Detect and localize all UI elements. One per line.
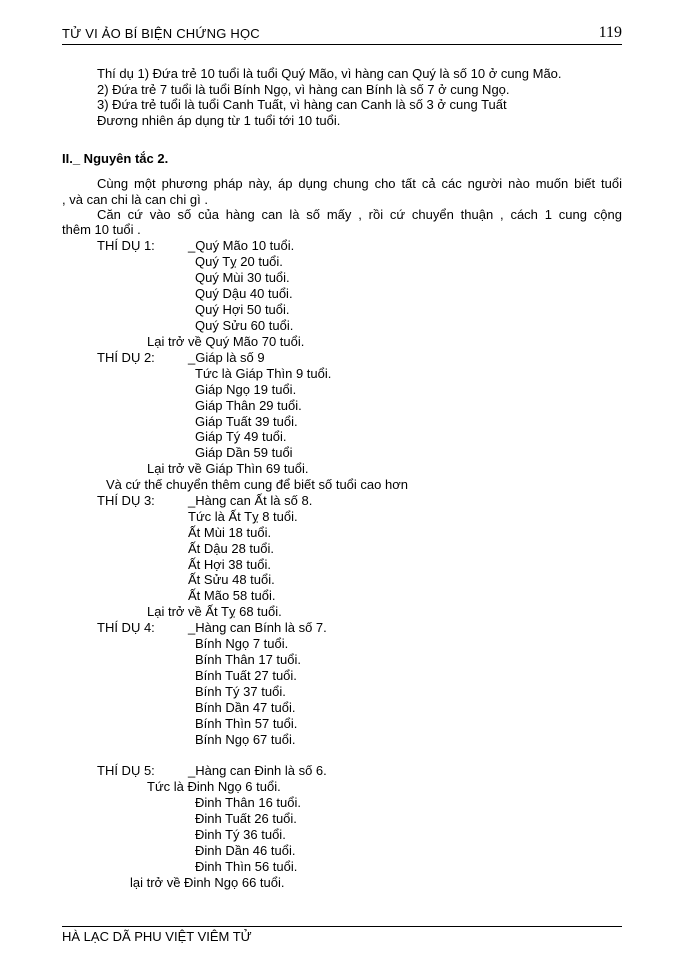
example-2-line: Giáp Dần 59 tuổi: [195, 445, 293, 460]
intro-line-1: Thí dụ 1) Đứa trẻ 10 tuổi là tuổi Quý Mão, vì hàng can Quý là số 10 ở cung Mão.: [97, 66, 562, 81]
example-2-back: Lại trở về Giáp Thìn 69 tuổi.: [147, 461, 309, 476]
example-5-line: Đinh Tuất 26 tuổi.: [195, 811, 297, 826]
para2-line1: Căn cứ vào số của hàng can là số mấy , rồi cứ chuyển thuận , cách 1 cung cộng: [97, 207, 622, 222]
example-5-line: Đinh Dần 46 tuổi.: [195, 843, 296, 858]
example-3-back: Lại trở về Ất Tỵ 68 tuổi.: [147, 604, 282, 619]
example-2-first: _Giáp là số 9: [188, 350, 265, 365]
example-3-line: Ất Dậu 28 tuổi.: [188, 541, 274, 556]
para1-line2: , và can chi là can chi gì .: [62, 192, 208, 207]
section-heading: II._ Nguyên tắc 2.: [62, 151, 169, 166]
example-1-line: Quý Mùi 30 tuổi.: [195, 270, 290, 285]
example-4-line: Bính Dần 47 tuổi.: [195, 700, 296, 715]
example-4-first: _Hàng can Bính là số 7.: [188, 620, 327, 635]
example-3-first: _Hàng can Ất là số 8.: [188, 493, 313, 508]
example-5-sub: Tức là Đinh Ngọ 6 tuổi.: [147, 779, 281, 794]
transition-line: Và cứ thế chuyển thêm cung để biết số tuổi cao hơn: [106, 477, 408, 492]
example-1-line: Quý Sửu 60 tuổi.: [195, 318, 294, 333]
example-1-line: Quý Hợi 50 tuổi.: [195, 302, 290, 317]
page-header: [62, 24, 622, 45]
example-2-line: Giáp Tý 49 tuổi.: [195, 429, 287, 444]
example-3-label: THÍ DỤ 3:: [97, 493, 155, 508]
example-4-line: Bính Thìn 57 tuổi.: [195, 716, 298, 731]
example-5-label: THÍ DỤ 5:: [97, 763, 155, 778]
example-3-line: Ất Mão 58 tuổi.: [188, 588, 276, 603]
example-2-line: Giáp Ngọ 19 tuổi.: [195, 382, 297, 397]
intro-line-3: 3) Đứa trẻ tuổi là tuổi Canh Tuất, vì hàng can Canh là số 3 ở cung Tuất: [97, 97, 507, 112]
example-2-line: Giáp Thân 29 tuổi.: [195, 398, 302, 413]
book-title: TỬ VI ẢO BÍ BIỆN CHỨNG HỌC: [62, 26, 260, 41]
intro-line-2: 2) Đứa trẻ 7 tuổi là tuổi Bính Ngọ, vì hàng can Bính là số 7 ở cung Ngọ.: [97, 82, 510, 97]
intro-line-4: Đương nhiên áp dụng từ 1 tuổi tới 10 tuổi.: [97, 113, 341, 128]
example-3-line: Tức là Ất Tỵ 8 tuổi.: [188, 509, 298, 524]
example-2-label: THÍ DỤ 2:: [97, 350, 155, 365]
footer-credit: HÀ LẠC DÃ PHU VIỆT VIÊM TỬ: [62, 929, 252, 944]
example-1-label: THÍ DỤ 1:: [97, 238, 155, 253]
example-4-line: Bính Ngọ 7 tuổi.: [195, 636, 289, 651]
example-1-line: Quý Dậu 40 tuổi.: [195, 286, 293, 301]
example-4-label: THÍ DỤ 4:: [97, 620, 155, 635]
example-2-line: Tức là Giáp Thìn 9 tuổi.: [195, 366, 332, 381]
example-4-line: Bính Thân 17 tuổi.: [195, 652, 302, 667]
example-3-line: Ất Mùi 18 tuổi.: [188, 525, 272, 540]
example-5-line: Đinh Thân 16 tuổi.: [195, 795, 301, 810]
example-4-line: Bính Tuất 27 tuổi.: [195, 668, 297, 683]
para2-line2: thêm 10 tuổi .: [62, 222, 141, 237]
example-5-line: Đinh Tý 36 tuổi.: [195, 827, 286, 842]
example-1-first: _Quý Mão 10 tuổi.: [188, 238, 295, 253]
example-5-first: _Hàng can Đinh là số 6.: [188, 763, 327, 778]
example-3-line: Ất Sửu 48 tuổi.: [188, 572, 275, 587]
example-5-back: lại trở về Đinh Ngọ 66 tuổi.: [130, 875, 285, 890]
para1-line1: Cùng một phương pháp này, áp dụng chung cho tất cả các người nào muốn biết tuổi: [97, 176, 622, 191]
example-4-line: Bính Tý 37 tuổi.: [195, 684, 286, 699]
example-4-line: Bính Ngọ 67 tuổi.: [195, 732, 296, 747]
example-5-line: Đinh Thìn 56 tuổi.: [195, 859, 298, 874]
page-number: 119: [598, 24, 622, 41]
example-1-line: Quý Tỵ 20 tuổi.: [195, 254, 283, 269]
example-3-line: Ất Hợi 38 tuổi.: [188, 557, 271, 572]
example-1-back: Lại trở về Quý Mão 70 tuổi.: [147, 334, 305, 349]
page-footer: [62, 926, 622, 944]
example-2-line: Giáp Tuất 39 tuổi.: [195, 414, 298, 429]
